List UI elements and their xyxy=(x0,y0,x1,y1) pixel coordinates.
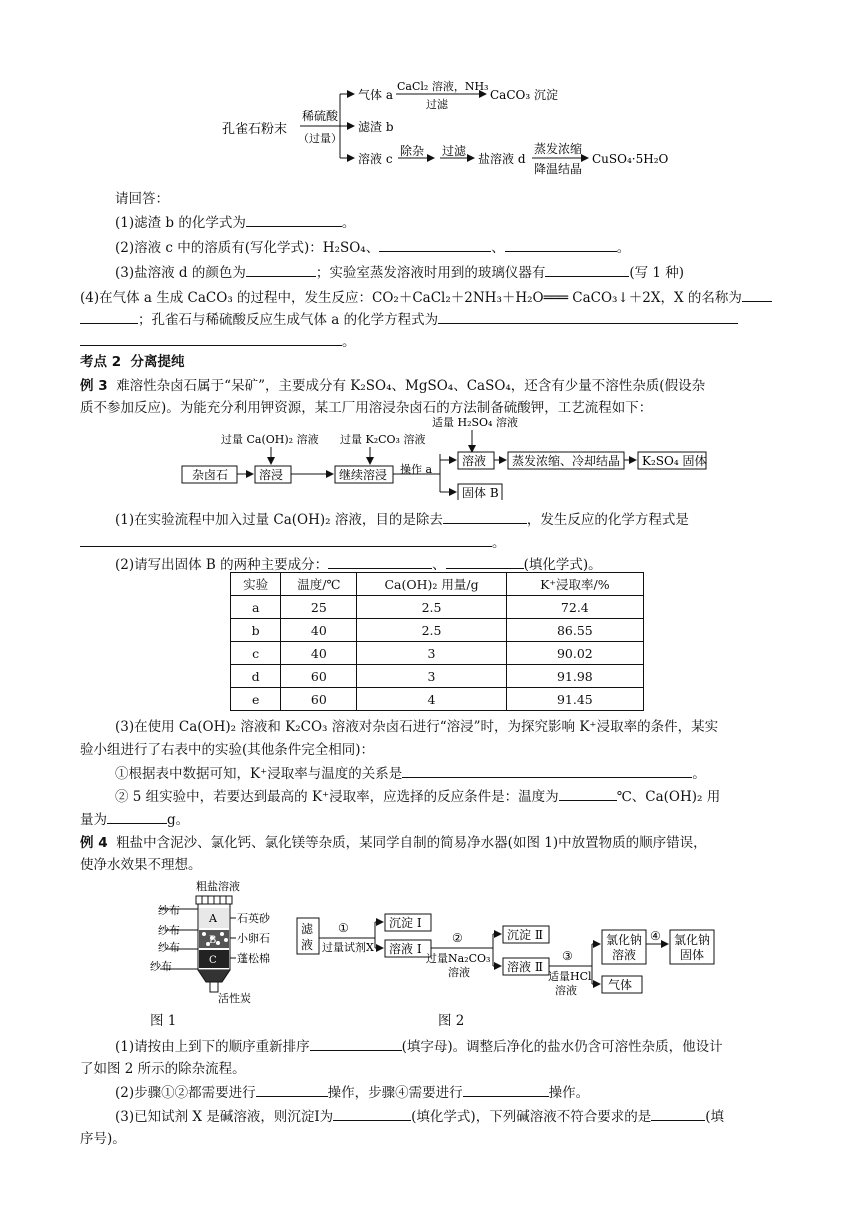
flow2-box6: K₂SO₄ 固体 xyxy=(642,454,707,468)
ex4-question-3: (3)已知试剂 X 是碱溶液，则沉淀Ⅰ为 (填化学式)，下列碱溶液不符合要求的是 (填 xyxy=(115,1109,724,1125)
answer-blank[interactable] xyxy=(80,310,138,324)
flow1-start: 孔雀石粉末 xyxy=(222,122,288,137)
cloth-label-3: 纱布 xyxy=(158,941,180,954)
answer-blank[interactable] xyxy=(443,510,527,524)
fig2-step1: ① xyxy=(338,921,349,935)
figure-1-caption: 图 1 xyxy=(150,1013,177,1029)
flow1-sol-d: 盐溶液 d xyxy=(478,152,526,166)
example-4-line2: 使净水效果不理想。 xyxy=(80,857,202,873)
flow1-step3-top: 蒸发浓缩 xyxy=(534,142,583,156)
fig2-step4: ④ xyxy=(650,929,661,943)
fig2-nacl-solution-bottom: 溶液 xyxy=(612,948,637,962)
ex4-question-2: (2)步骤①②都需要进行 操作，步骤④需要进行 操作。 xyxy=(115,1085,590,1101)
ex3-question-3: (3)在使用 Ca(OH)₂ 溶液和 K₂CO₃ 溶液对杂卤石进行“溶浸”时，为探究影响 K⁺浸取率的条件，某实 xyxy=(115,719,719,735)
layer-b: B xyxy=(209,935,217,946)
flow2-add1: 过量 Ca(OH)₂ 溶液 xyxy=(221,433,319,446)
flow2-box4: 溶液 xyxy=(462,454,487,468)
figure-2-caption: 图 2 xyxy=(438,1013,465,1029)
answer-blank[interactable] xyxy=(446,555,524,569)
ex3-question-3-2: ② 5 组实验中，若要达到最高的 K⁺浸取率，应选择的反应条件是：温度为 ℃、Ca(OH)₂ 用 xyxy=(115,789,721,805)
question-1-4-end: 。 xyxy=(80,332,356,351)
flow2-box2: 溶浸 xyxy=(259,468,284,482)
label-quartz-sand: 石英砂 xyxy=(237,912,270,925)
question-1-4: (4)在气体 a 生成 CaCO₃ 的过程中，发生反应：CO₂＋CaCl₂＋2NH₃＋H₂O═══ CaCO₃↓＋2X，X 的名称为 xyxy=(80,288,772,307)
answer-blank[interactable] xyxy=(256,1083,328,1097)
table-row: e 60 4 91.45 xyxy=(231,688,644,711)
flow1-reagent-top: 稀硫酸 xyxy=(302,109,339,123)
fig2-gas: 气体 xyxy=(608,978,633,992)
question-1-3: (3)盐溶液 d 的颜色为 ；实验室蒸发溶液时用到的玻璃仪器有 (写 1 种) xyxy=(115,265,685,281)
answer-blank[interactable] xyxy=(246,263,316,277)
ex3-question-1: (1)在实验流程中加入过量 Ca(OH)₂ 溶液，目的是除去 ，发生反应的化学方程式是 xyxy=(115,512,689,528)
question-1-2: (2)溶液 c 中的溶质有(写化学式)：H₂SO₄、 、 。 xyxy=(115,240,631,256)
fig2-reagent3-top: 适量HCl xyxy=(548,970,592,983)
answer-blank[interactable] xyxy=(463,1083,549,1097)
flow2-box7: 固体 B xyxy=(462,486,499,500)
fig2-precipitate1: 沉淀 Ⅰ xyxy=(389,916,422,930)
cloth-label-2: 纱布 xyxy=(158,924,180,937)
question-1-1: (1)滤渣 b 的化学式为 。 xyxy=(115,215,356,231)
answer-blank[interactable] xyxy=(402,764,692,778)
fig2-reagent1: 过量试剂X xyxy=(322,941,374,954)
label-pebbles: 小卵石 xyxy=(237,932,270,945)
ex3-question-3-1: ①根据表中数据可知，K⁺浸取率与温度的关系是 。 xyxy=(115,766,706,782)
table-row: a 25 2.5 72.4 xyxy=(231,596,644,619)
section-heading: 考点 2 分离提纯 xyxy=(80,354,185,370)
fig2-start-bottom: 液 xyxy=(301,938,314,952)
fig2-start-top: 滤 xyxy=(301,922,314,936)
flow1-solution: 溶液 c xyxy=(358,152,393,166)
fig2-reagent3-bottom: 溶液 xyxy=(555,984,577,997)
answer-blank[interactable] xyxy=(545,263,629,277)
example-4-line1: 例 4 粗盐中含泥沙、氯化钙、氯化镁等杂质，某同学自制的简易净水器(如图 1)中放置物质的顺序错误， xyxy=(80,835,707,851)
flow2-box5: 蒸发浓缩、冷却结晶 xyxy=(512,454,621,468)
question-1-4-cont: ；孔雀石与稀硫酸反应生成气体 a 的化学方程式为 xyxy=(80,310,738,329)
flow-diagram-malachite xyxy=(0,0,860,180)
flow1-step3-bottom: 降温结晶 xyxy=(534,162,583,176)
fig2-precipitate2: 沉淀 Ⅱ xyxy=(507,928,543,942)
table-header-row: 实验 温度/℃ Ca(OH)₂ 用量/g K⁺浸取率/% xyxy=(231,573,644,596)
flow1-step2: 过滤 xyxy=(442,144,467,158)
ex4-question-1: (1)请按由上到下的顺序重新排序 (填字母)。调整后净化的盐水仍含可溶性杂质，他设计 xyxy=(115,1039,723,1055)
answer-blank[interactable] xyxy=(505,238,617,252)
flow1-gas: 气体 a xyxy=(358,88,393,102)
flow1-step1: 除杂 xyxy=(400,144,425,158)
answer-blank[interactable] xyxy=(742,288,772,302)
answer-blank[interactable] xyxy=(328,555,432,569)
filter-top-label: 粗盐溶液 xyxy=(196,880,240,893)
fig2-reagent2-top: 过量Na₂CO₃ xyxy=(426,952,491,965)
answer-blank[interactable] xyxy=(333,1107,411,1121)
ex3-question-3-2-cont: 量为 g。 xyxy=(80,812,190,828)
fig2-solution2: 溶液 Ⅱ xyxy=(507,960,543,974)
ex3-question-1-cont: 。 xyxy=(80,533,506,552)
table-row: c 40 3 90.02 xyxy=(231,642,644,665)
table-row: b 40 2.5 86.55 xyxy=(231,619,644,642)
cloth-label-1: 纱布 xyxy=(158,904,180,917)
answer-blank[interactable] xyxy=(651,1107,705,1121)
flow2-add3: 适量 H₂SO₄ 溶液 xyxy=(432,416,518,429)
fig2-step2: ② xyxy=(452,931,463,945)
ex4-question-3-cont: 序号)。 xyxy=(80,1131,126,1147)
flow2-box1: 杂卤石 xyxy=(192,468,229,482)
experiment-table xyxy=(230,572,644,711)
fig2-nacl-solid-bottom: 固体 xyxy=(680,948,705,962)
answer-blank[interactable] xyxy=(438,310,738,324)
flow1-gas-op: 过滤 xyxy=(426,98,448,111)
answer-blank[interactable] xyxy=(80,332,342,346)
answer-blank[interactable] xyxy=(80,533,492,547)
fig2-solution1: 溶液 Ⅰ xyxy=(389,942,422,956)
fig2-reagent2-bottom: 溶液 xyxy=(448,966,470,979)
ex3-question-2: (2)请写出固体 B 的两种主要成分： 、 (填化学式)。 xyxy=(115,557,602,573)
layer-c: C xyxy=(209,955,217,966)
flow1-gas-product: CaCO₃ 沉淀 xyxy=(490,88,558,102)
ex4-question-1-cont: 了如图 2 所示的除杂流程。 xyxy=(80,1061,246,1077)
fig2-nacl-solid-top: 氯化钠 xyxy=(674,933,711,947)
example-3-line1: 例 3 难溶性杂卤石属于“呆矿”，主要成分有 K₂SO₄、MgSO₄、CaSO₄，还含有少量不溶性杂质(假设杂 xyxy=(80,378,706,394)
fig2-step3: ③ xyxy=(562,949,573,963)
fig2-nacl-solution-top: 氯化钠 xyxy=(606,933,643,947)
flow1-product: CuSO₄·5H₂O xyxy=(592,152,669,166)
cloth-label-4: 纱布 xyxy=(150,960,172,973)
flow2-add2: 过量 K₂CO₃ 溶液 xyxy=(340,433,426,446)
example-3-line2: 质不参加反应)。为能充分利用钾资源，某工厂用溶浸杂卤石的方法制备硫酸钾，工艺流程如下： xyxy=(80,400,653,416)
flow1-gas-reagent: CaCl₂ 溶液，NH₃ xyxy=(397,80,489,93)
flow-diagram-polyhalite xyxy=(0,410,860,500)
layer-a: A xyxy=(209,912,217,925)
answer-blank[interactable] xyxy=(559,787,617,801)
answer-blank[interactable] xyxy=(246,213,342,227)
flow1-reagent-bottom: （过量） xyxy=(298,132,342,145)
flow1-residue: 滤渣 b xyxy=(358,120,394,134)
q-intro: 请回答： xyxy=(115,191,169,207)
table-row: d 60 3 91.98 xyxy=(231,665,644,688)
label-activated-carbon: 活性炭 xyxy=(218,992,251,1005)
answer-blank[interactable] xyxy=(310,1037,402,1051)
flow2-box3: 继续溶浸 xyxy=(339,468,388,482)
label-cotton: 蓬松棉 xyxy=(237,952,270,965)
purification-flow-figure xyxy=(0,900,860,1010)
answer-blank[interactable] xyxy=(107,810,167,824)
flow2-op: 操作 a xyxy=(400,463,433,476)
answer-blank[interactable] xyxy=(379,238,491,252)
ex3-question-3-cont: 验小组进行了右表中的实验(其他条件完全相同)： xyxy=(80,742,375,758)
